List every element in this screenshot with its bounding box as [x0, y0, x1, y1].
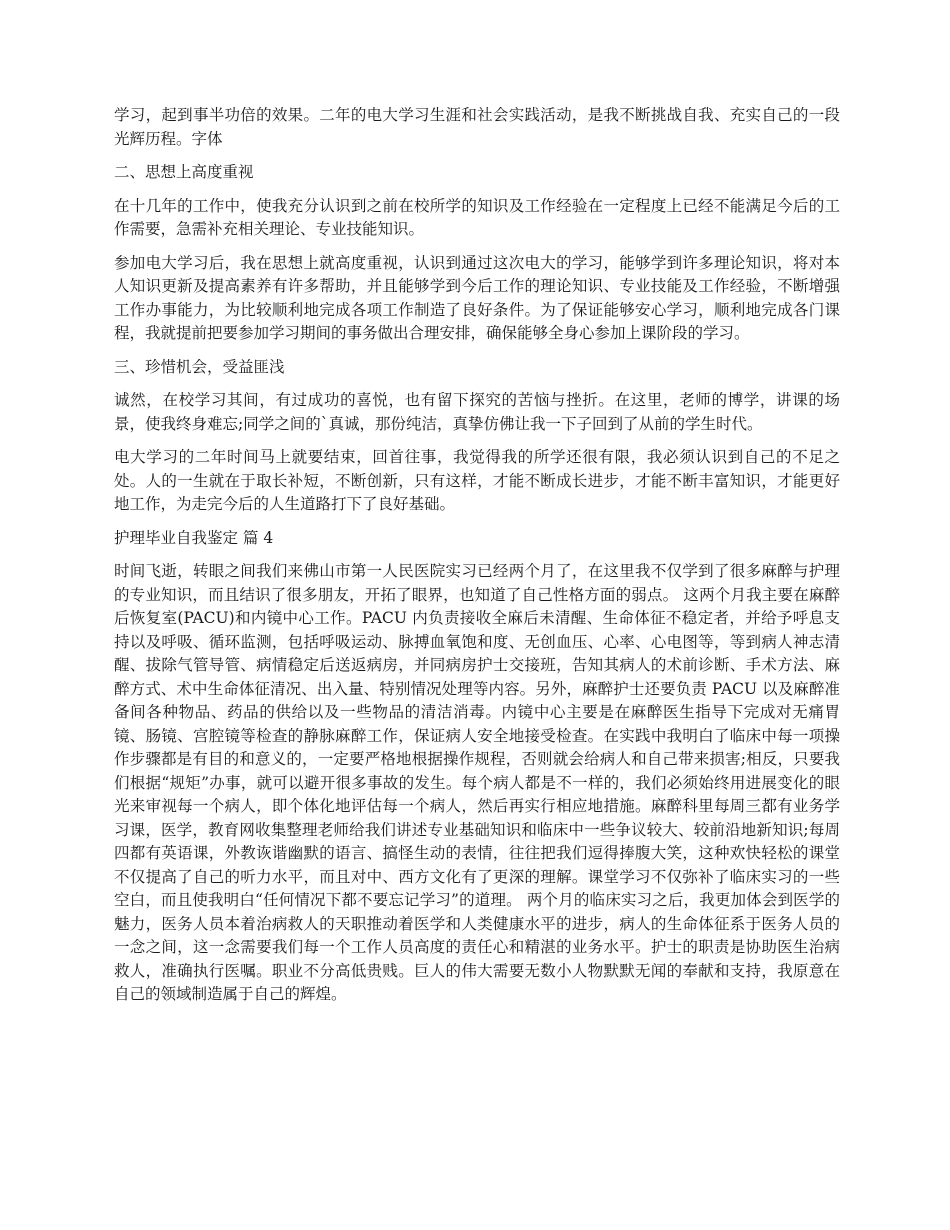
section-heading-3: 三、珍惜机会，受益匪浅 [114, 357, 285, 376]
section-heading-2: 二、思想上高度重视 [114, 163, 254, 181]
document-page [114, 104, 840, 1017]
paragraph-study-attitude: 参加电大学习后，我在思想上就高度重视，认识到通过这次电大的学习，能够学到许多理论知识，将对本人知识更新及提高素养有许多帮助，并且能够学到今后工作的理论知识、专业技能及工作经验，不断增强工作办事能力，为比较顺利地完成各项工作制造了良好条件。为了保证能够安心学习，顺利地完成各门课程，我就提前把要参加学习期间的事务做出合理安排，确保能够全身心参加上课阶段的学习。 [114, 253, 840, 342]
paragraph-work-experience: 在十几年的工作中，使我充分认识到之前在校所学的知识及工作经验在一定程度上已经不能满足今后的工作需要，急需补充相关理论、专业技能知识。 [114, 196, 840, 238]
paragraph-conclusion: 电大学习的二年时间马上就要结束，回首往事，我觉得我的所学还很有限，我必须认识到自己的不足之处。人的一生就在于取长补短，不断创新，只有这样，才能不断成长进步，才能不断丰富知识，才能更好地工作，为走完今后的人生道路打下了良好基础。 [114, 448, 840, 513]
paragraph-school-memories: 诚然，在校学习其间，有过成功的喜悦，也有留下探究的苦恼与挫折。在这里，老师的博学，讲课的场景，使我终身难忘;同学之间的`真诚，那份纯洁，真挚仿佛让我一下子回到了从前的学生时代。 [114, 391, 840, 433]
paragraph-internship: 时间飞逝，转眼之间我们来佛山市第一人民医院实习已经两个月了，在这里我不仅学到了很多麻醉与护理的专业知识，而且结识了很多朋友，开拓了眼界，也知道了自己性格方面的弱点。 这两个月我主要在麻醉后恢复室(PACU)和内镜中心工作。PACU 内负责接收全麻后未清醒、生命体征不稳定者，并给予呼息支持以及呼吸、循环监测，包括呼吸运动、脉搏血氧饱和度、无创血压、心率、心电图等，等到病人神志清醒、拔除气管导管、病情稳定后送返病房，并同病房护士交接班，告知其病人的术前诊断、手术方法、麻醉方式、术中生命体征清况、出入量、特别情况处理等内容。另外，麻醉护士还要负责 PACU 以及麻醉准备间各种物品、药品的供给以及一些物品的清洁消毒。内镜中心主要是在麻醉医生指导下完成对无痛胃镜、肠镜、宫腔镜等检查的静脉麻醉工作，保证病人安全地接受检查。在实践中我明白了临床中每一项操作步骤都是有目的和意义的，一定要严格地根据操作规程，否则就会给病人和自己带来损害;相反，只要我们根据“规矩”办事，就可以避开很多事故的发生。每个病人都是不一样的，我们必须始终用进展变化的眼光来审视每一个病人，即个体化地评估每一个病人，然后再实行相应地措施。麻醉科里每周三都有业务学习课，医学，教育网收集整理老师给我们讲述专业基础知识和临床中一些争议较大、较前沿地新知识;每周四都有英语课，外教诙谐幽默的语言、搞怪生动的表情，往往把我们逗得捧腹大笑，这种欢快轻松的课堂不仅提高了自己的听力水平，而且对中、西方文化有了更深的理解。课堂学习不仅弥补了临床实习的一些空白，而且使我明白“任何情况下都不要忘记学习”的道理。 两个月的临床实习之后，我更加体会到医学的魅力，医务人员本着治病救人的天职推动着医学和人类健康水平的进步，病人的生命体征系于医务人员的一念之间，这一念需要我们每一个工作人员高度的责任心和精湛的业务水平。护士的职责是协助医生治病救人，准确执行医嘱。职业不分高低贵贱。巨人的伟大需要无数小人物默默无闻的奉献和支持，我原意在自己的领域制造属于自己的辉煌。 [114, 562, 840, 1003]
paragraph-intro-tail: 学习，起到事半功倍的效果。二年的电大学习生涯和社会实践活动，是我不断挑战自我、充实自己的一段光辉历程。字体 [114, 106, 840, 148]
article-heading-4: 护理毕业自我鉴定 篇 4 [114, 528, 274, 547]
